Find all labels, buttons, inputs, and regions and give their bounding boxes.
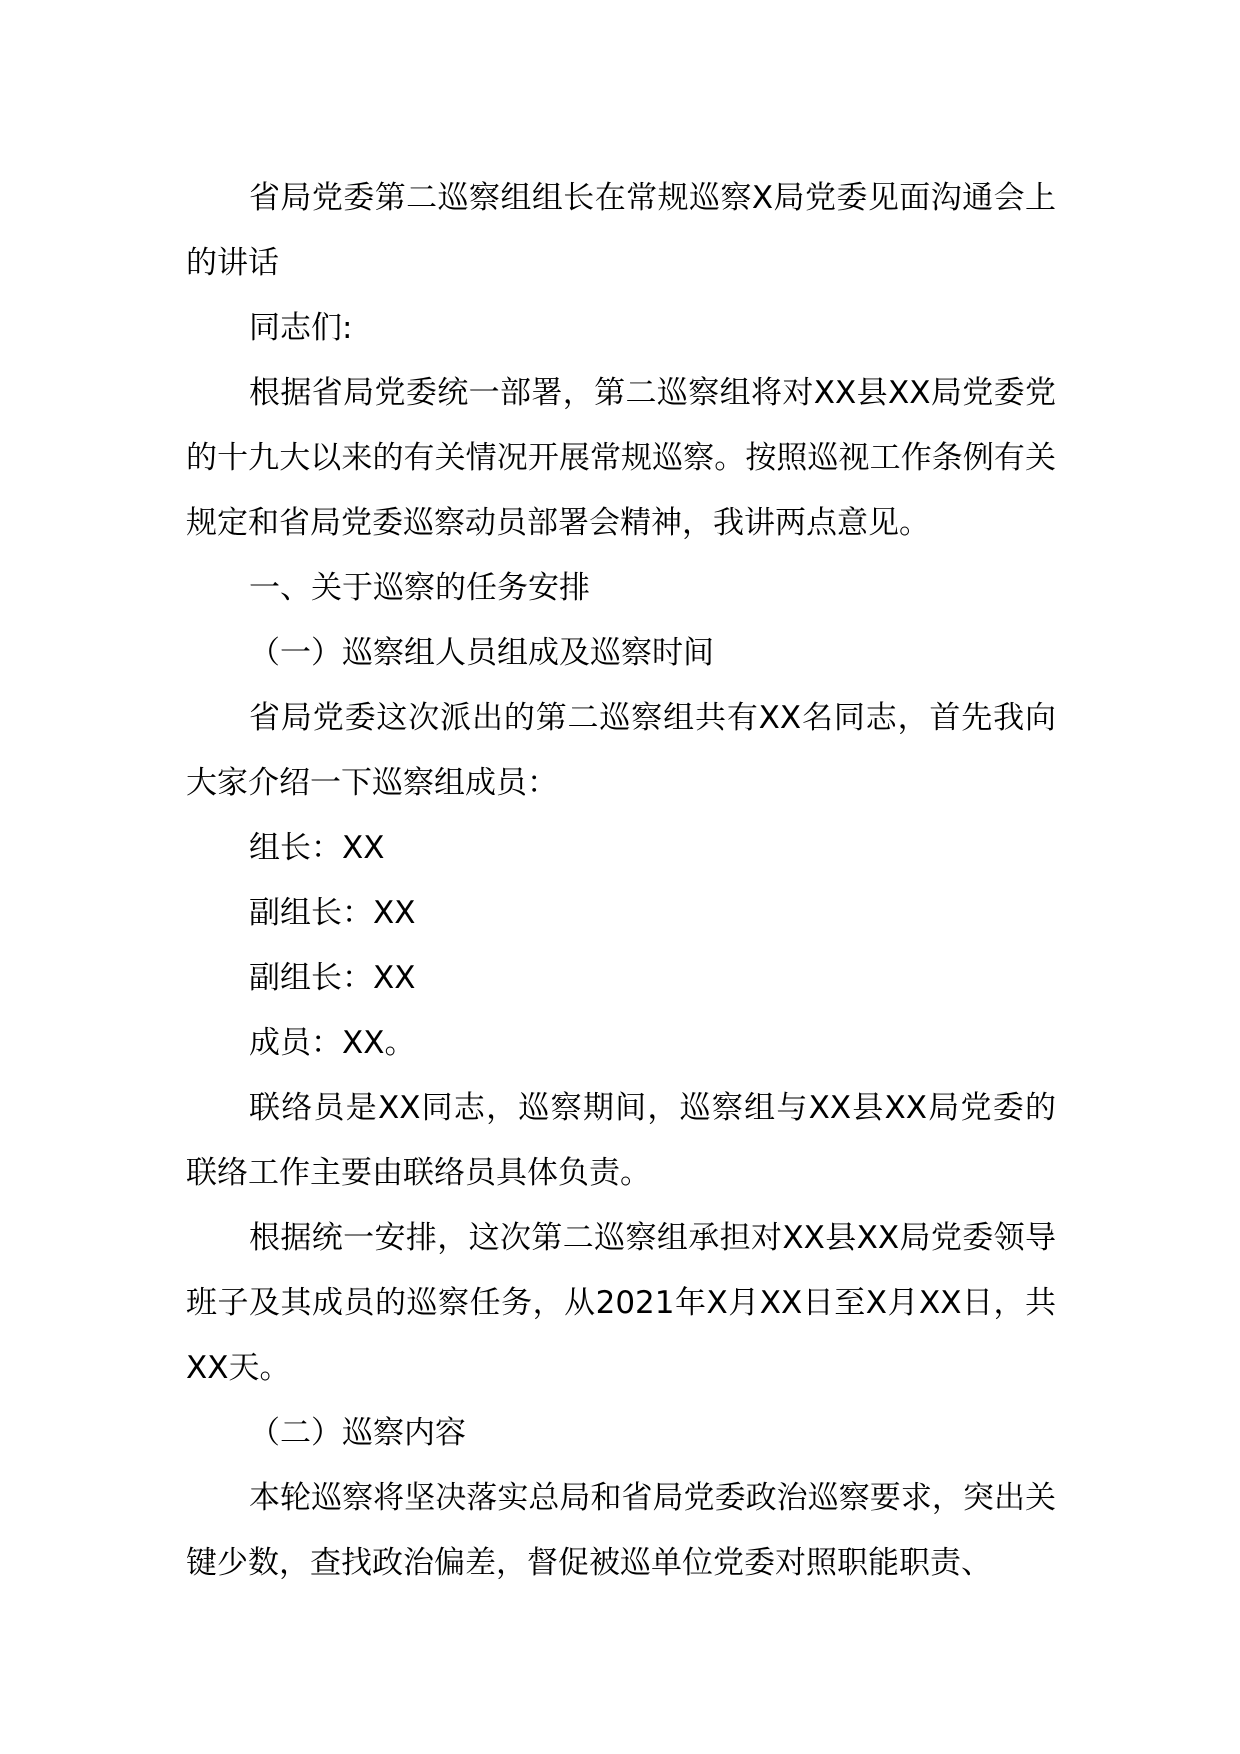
salutation: 同志们: — [249, 310, 353, 346]
document-title: 省局党委第二巡察组组长在常规巡察X局党委见面沟通会上的讲话 — [186, 180, 1056, 281]
member-leader: 组长：XX — [249, 830, 385, 866]
paragraph-team-intro: 省局党委这次派出的第二巡察组共有XX名同志，首先我向大家介绍一下巡察组成员： — [186, 700, 1056, 801]
subsection-heading-1: （一）巡察组人员组成及巡察时间 — [249, 635, 714, 671]
member-deputy-2: 副组长：XX — [249, 960, 416, 996]
paragraph-liaison: 联络员是XX同志，巡察期间，巡察组与XX县XX局党委的联络工作主要由联络员具体负责。 — [186, 1090, 1056, 1191]
paragraph-intro: 根据省局党委统一部署，第二巡察组将对XX县XX局党委党的十九大以来的有关情况开展常规巡察。按照巡视工作条例有关规定和省局党委巡察动员部署会精神，我讲两点意见。 — [186, 375, 1056, 541]
paragraph-content: 本轮巡察将坚决落实总局和省局党委政治巡察要求，突出关键少数，查找政治偏差，督促被巡单位党委对照职能职责、 — [186, 1480, 1056, 1581]
document-page — [186, 166, 1056, 1596]
section-heading-1: 一、关于巡察的任务安排 — [249, 570, 590, 606]
member-deputy-1: 副组长：XX — [249, 895, 416, 931]
member-members: 成员：XX。 — [249, 1025, 416, 1061]
paragraph-schedule: 根据统一安排，这次第二巡察组承担对XX县XX局党委领导班子及其成员的巡察任务，从2021年X月XX日至X月XX日，共XX天。 — [186, 1220, 1056, 1386]
subsection-heading-2: （二）巡察内容 — [249, 1415, 466, 1451]
